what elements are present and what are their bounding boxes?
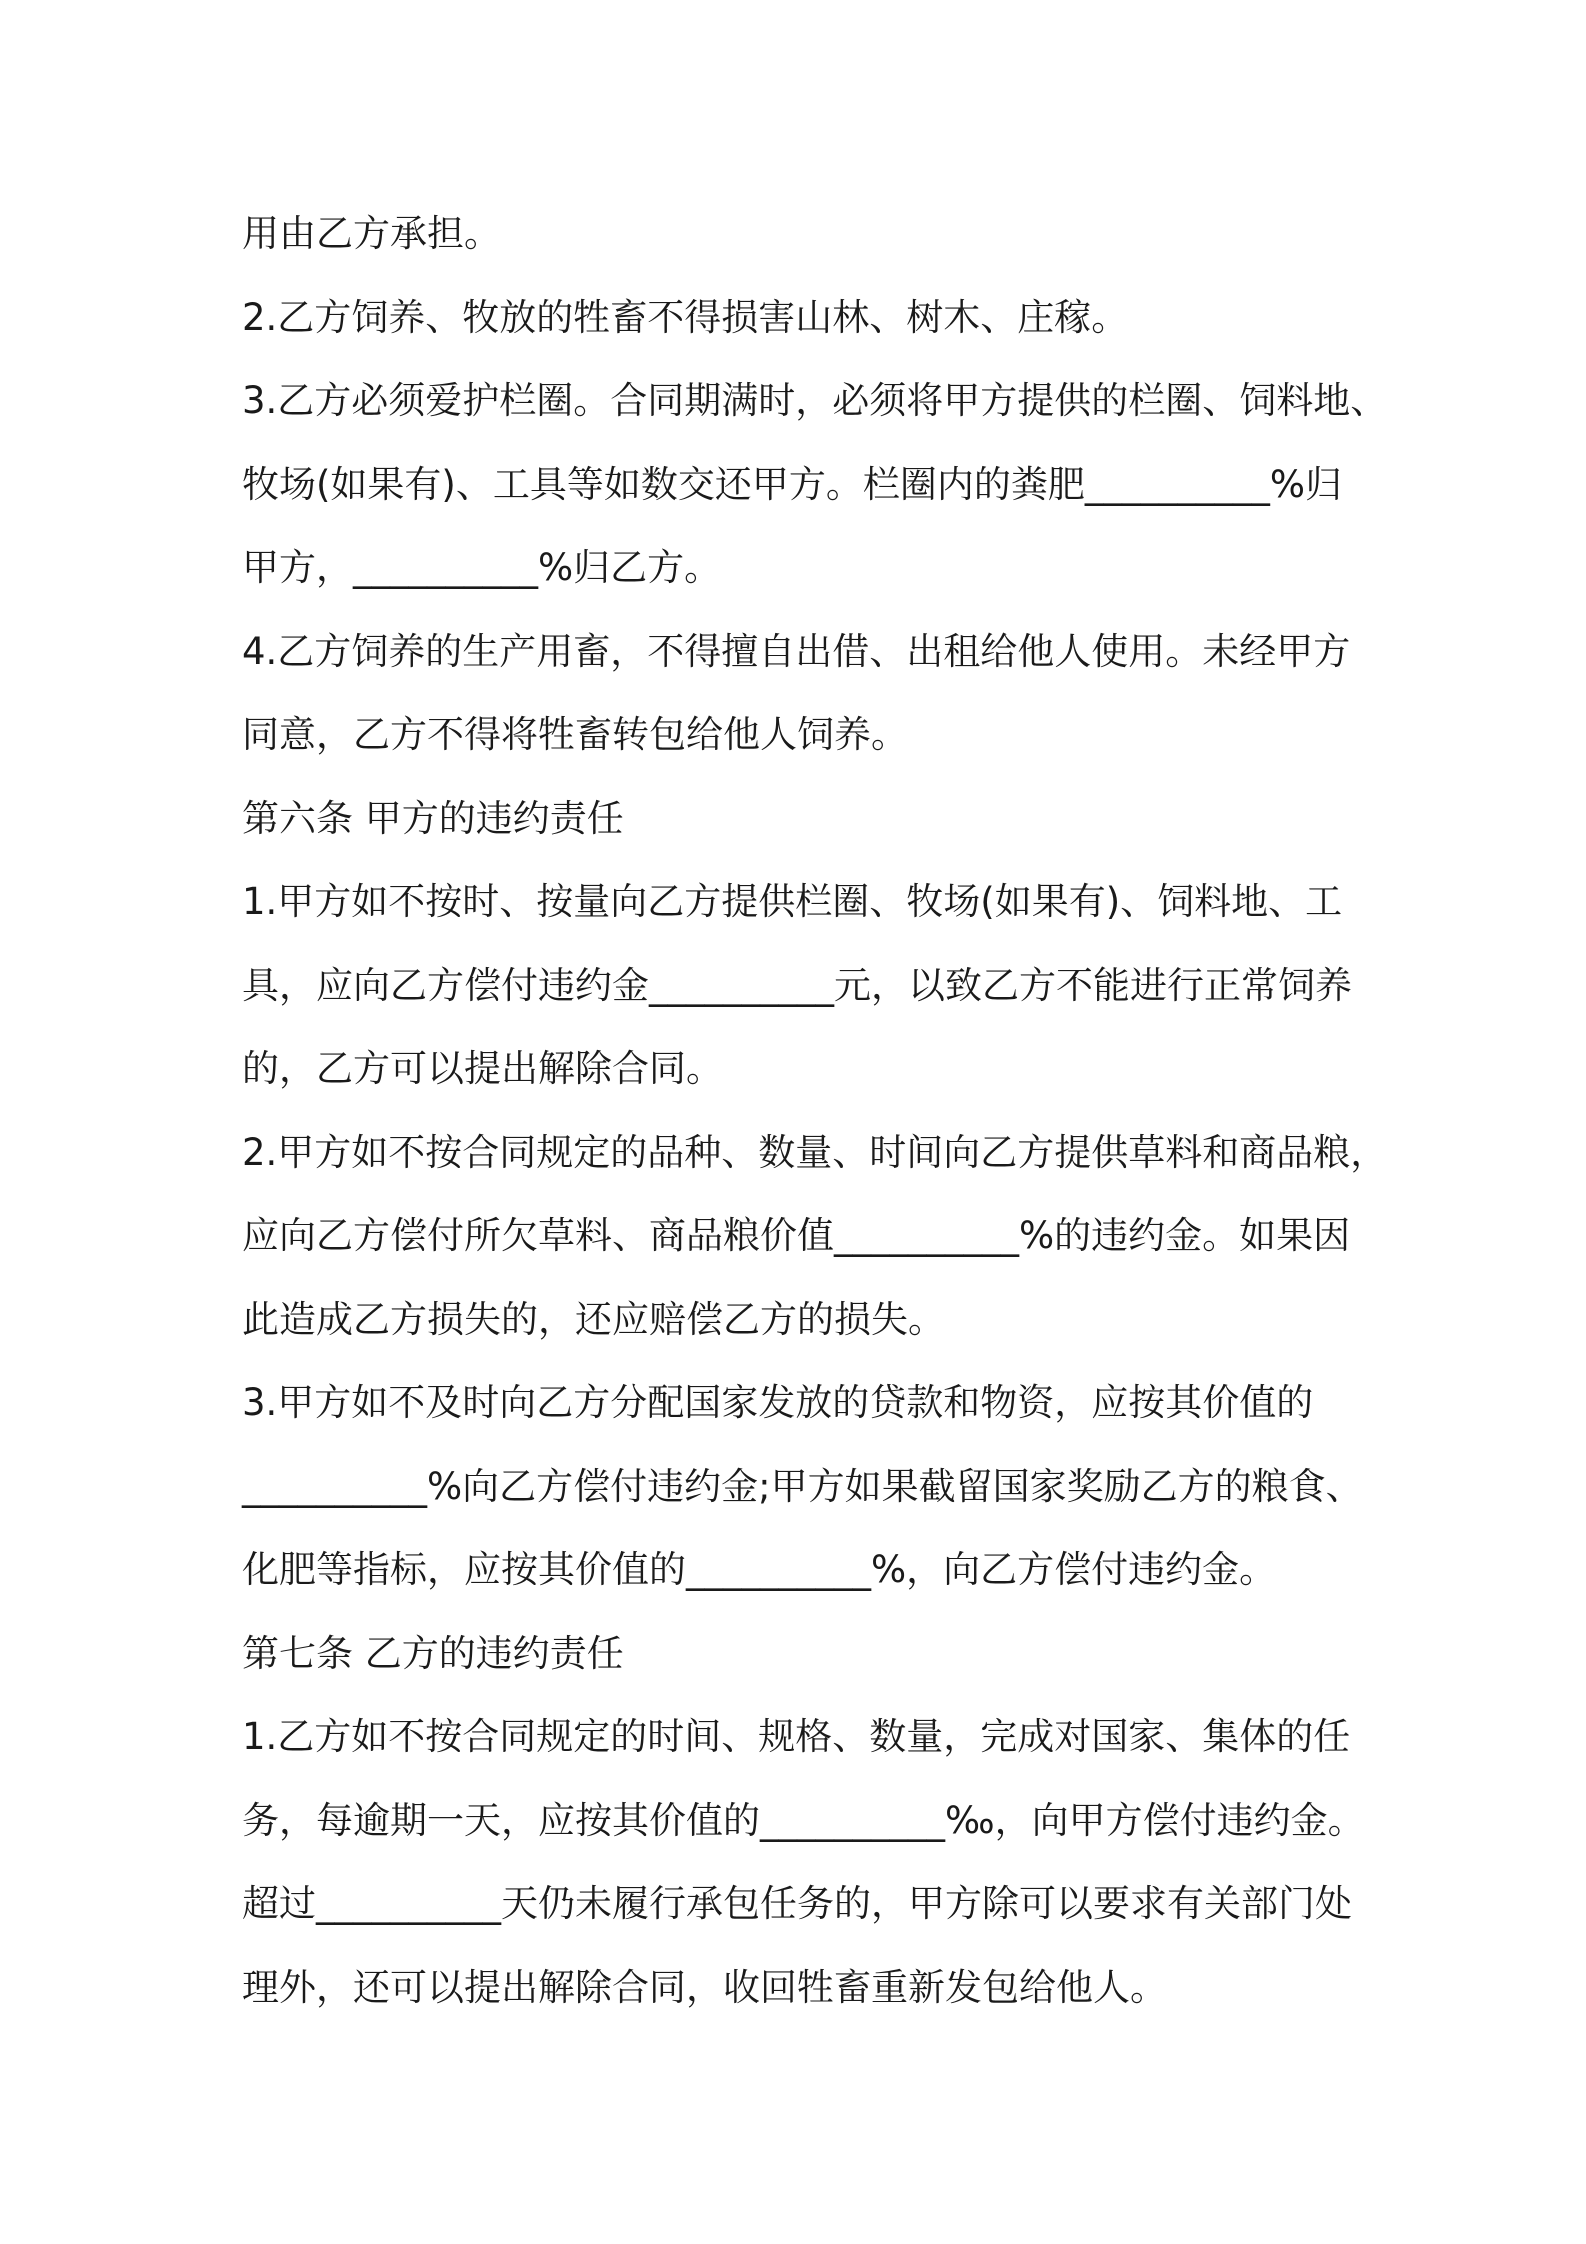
text-line: 具，应向乙方偿付违约金__________元，以致乙方不能进行正常饲养 (242, 963, 1352, 1007)
text-line: 理外，还可以提出解除合同，收回牲畜重新发包给他人。 (242, 1965, 1167, 2009)
clause-item: 2.乙方饲养、牧放的牲畜不得损害山林、树木、庄稼。 (242, 295, 1129, 339)
text-line: 化肥等指标，应按其价值的__________%，向乙方偿付违约金。 (242, 1548, 1277, 1591)
clause-item: 4.乙方饲养的生产用畜，不得擅自出借、出租给他人使用。未经甲方 (242, 629, 1351, 673)
clause-item: 2.甲方如不按合同规定的品种、数量、时间向乙方提供草料和商品粮， (242, 1130, 1388, 1174)
document-body (242, 192, 1388, 2029)
text-line: 同意，乙方不得将牲畜转包给他人饲养。 (242, 713, 908, 756)
clause-item: 1.甲方如不按时、按量向乙方提供栏圈、牧场(如果有)、饲料地、工 (242, 880, 1343, 923)
text-line: 务，每逾期一天，应按其价值的__________‰，向甲方偿付违约金。 (242, 1798, 1365, 1842)
article-heading: 第六条 甲方的违约责任 (242, 796, 624, 840)
text-line: 牧场(如果有)、工具等如数交还甲方。栏圈内的粪肥__________%归 (242, 462, 1343, 506)
text-line: 此造成乙方损失的，还应赔偿乙方的损失。 (242, 1297, 945, 1341)
text-line: __________%向乙方偿付违约金;甲方如果截留国家奖励乙方的粮食、 (242, 1464, 1363, 1508)
text-line: 用由乙方承担。 (242, 212, 501, 255)
clause-item: 1.乙方如不按合同规定的时间、规格、数量，完成对国家、集体的任 (242, 1715, 1351, 1758)
clause-item: 3.甲方如不及时向乙方分配国家发放的贷款和物资，应按其价值的 (242, 1381, 1314, 1424)
text-line: 应向乙方偿付所欠草料、商品粮价值__________%的违约金。如果因 (242, 1214, 1351, 1257)
clause-item: 3.乙方必须爱护栏圈。合同期满时，必须将甲方提供的栏圈、饲料地、 (242, 379, 1388, 422)
article-heading: 第七条 乙方的违约责任 (242, 1631, 624, 1675)
text-line: 超过__________天仍未履行承包任务的，甲方除可以要求有关部门处 (242, 1882, 1352, 1925)
text-line: 的，乙方可以提出解除合同。 (242, 1047, 723, 1090)
text-line: 甲方，__________%归乙方。 (242, 546, 722, 589)
